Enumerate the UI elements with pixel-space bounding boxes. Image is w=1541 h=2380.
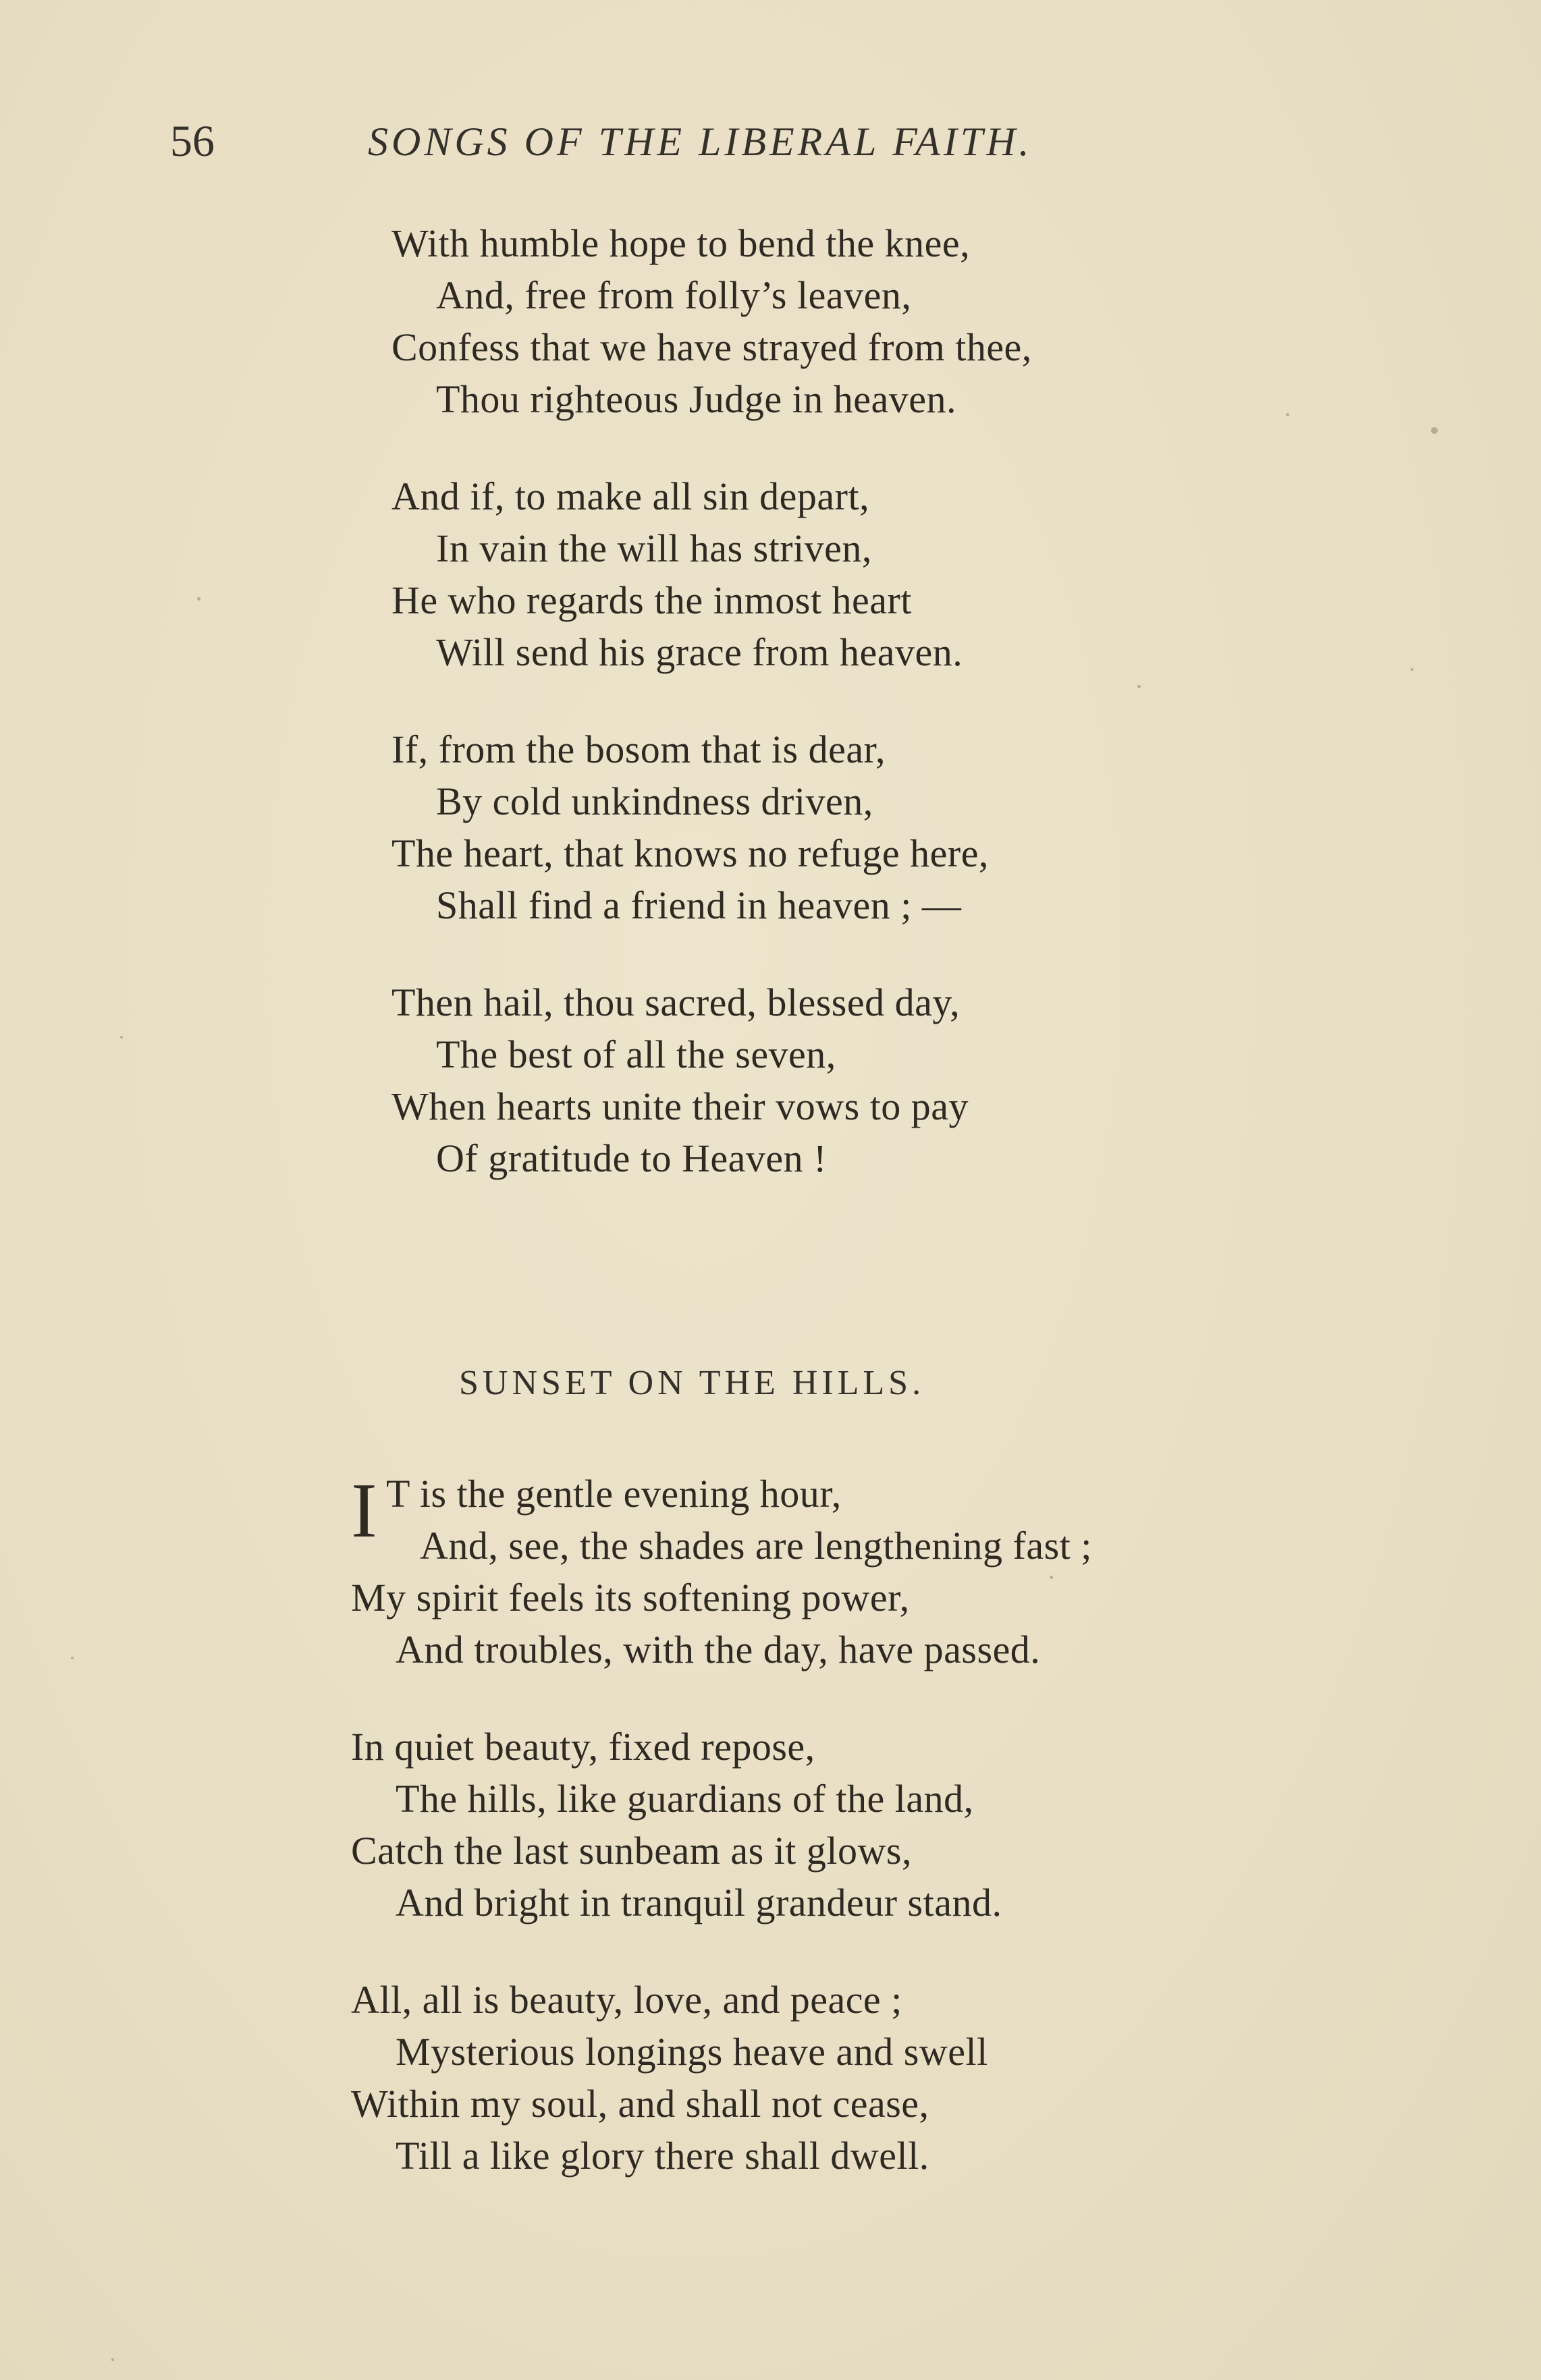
- poem-line: All, all is beauty, love, and peace ;: [351, 1978, 902, 2022]
- poem-line: In vain the will has striven,: [436, 526, 872, 570]
- page-number: 56: [170, 117, 215, 166]
- poem-line: When hearts unite their vows to pay: [391, 1084, 969, 1128]
- drop-cap: I: [351, 1468, 378, 1554]
- stanza-2: [391, 470, 1539, 678]
- paper-speck: [197, 597, 200, 601]
- poem-line: Till a like glory there shall dwell.: [396, 2134, 929, 2178]
- stanza-3: [391, 723, 1539, 931]
- paper-speck: [1431, 427, 1438, 434]
- first-line-text: T is the gentle evening hour,: [386, 1472, 842, 1516]
- paper-speck: [1411, 668, 1413, 671]
- poem-line: The best of all the seven,: [436, 1032, 836, 1076]
- poem-stanza-2: [351, 1721, 1498, 1929]
- poem-stanza-1: [351, 1468, 1498, 1676]
- poem-line: The heart, that knows no refuge here,: [391, 831, 989, 875]
- poem-line: Within my soul, and shall not cease,: [351, 2082, 929, 2126]
- poem-line: Then hail, thou sacred, blessed day,: [391, 980, 961, 1024]
- poem-line: Catch the last sunbeam as it glows,: [351, 1829, 912, 1873]
- poem-line: Thou righteous Judge in heaven.: [436, 377, 956, 421]
- poem-line: Of gratitude to Heaven !: [436, 1136, 827, 1180]
- poem-line: He who regards the inmost heart: [391, 578, 912, 622]
- poem-line: Shall find a friend in heaven ; —: [436, 883, 962, 927]
- running-title: SONGS OF THE LIBERAL FAITH.: [368, 119, 1033, 164]
- poem-line: In quiet beauty, fixed repose,: [351, 1725, 815, 1769]
- poem-title: SUNSET ON THE HILLS.: [459, 1364, 925, 1402]
- poem-line: And troubles, with the day, have passed.: [396, 1628, 1041, 1671]
- poem-line: My spirit feels its softening power,: [351, 1576, 910, 1620]
- paper-speck: [71, 1657, 74, 1659]
- poem-line: If, from the bosom that is dear,: [391, 727, 886, 771]
- stanza-4: [391, 976, 1539, 1184]
- poem-line: Confess that we have strayed from thee,: [391, 325, 1032, 369]
- poem-line: By cold unkindness driven,: [436, 779, 873, 823]
- poem-line: And if, to make all sin depart,: [391, 474, 870, 518]
- stanza-1: [391, 217, 1539, 425]
- poem-line: And bright in tranquil grandeur stand.: [396, 1881, 1002, 1925]
- poem-line: Will send his grace from heaven.: [436, 630, 963, 674]
- paper-speck: [1137, 685, 1141, 688]
- paper-speck: [1050, 1576, 1053, 1579]
- poem-line: And, free from folly’s leaven,: [436, 273, 912, 317]
- paper-speck: [111, 2358, 114, 2361]
- paper-speck: [120, 1036, 123, 1039]
- poem-line: And, see, the shades are lengthening fast ;: [420, 1524, 1092, 1568]
- poem-line: With humble hope to bend the knee,: [391, 221, 971, 265]
- page-header: [0, 115, 1541, 169]
- paper-speck: [1286, 413, 1289, 416]
- poem-line: The hills, like guardians of the land,: [396, 1777, 974, 1821]
- poem-line: Mysterious longings heave and swell: [396, 2030, 988, 2074]
- poem-stanza-3: [351, 1974, 1498, 2182]
